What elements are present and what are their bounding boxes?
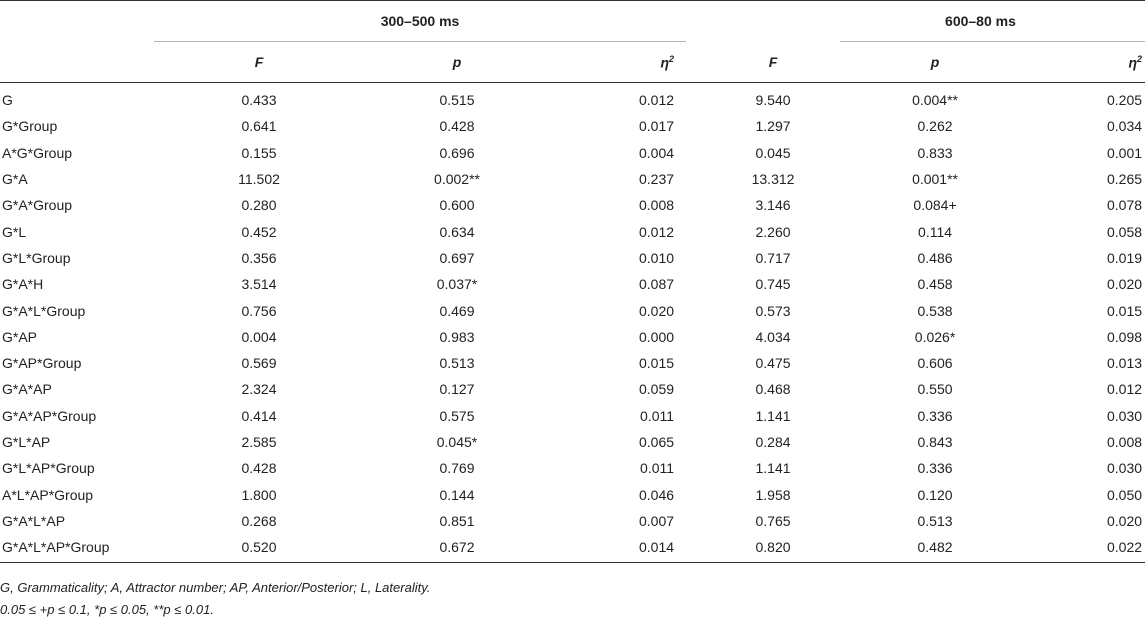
p-cell-600-80: 0.513 bbox=[917, 512, 953, 529]
table-row bbox=[0, 534, 1145, 563]
eta-cell-300-500: 0.065 bbox=[638, 434, 675, 450]
effect-cell: G*L*Group bbox=[2, 249, 71, 266]
eta-cell-300-500: 0.017 bbox=[638, 118, 675, 135]
p-cell-600-80: 0.001** bbox=[912, 171, 958, 188]
p-cell-600-80: 0.120 bbox=[917, 486, 953, 503]
p-cell-300-500: 0.037* bbox=[436, 276, 478, 293]
eta-cell-600-80: 0.098 bbox=[1106, 328, 1143, 345]
f-cell-600-80: 13.312 bbox=[751, 171, 795, 188]
p-cell-300-500: 0.428 bbox=[439, 118, 475, 135]
table-row bbox=[0, 166, 1145, 192]
effect-cell: G*A*AP*Group bbox=[2, 407, 97, 424]
table-row bbox=[0, 140, 1145, 166]
effect-cell: G*L*AP*Group bbox=[2, 460, 95, 477]
p-cell-300-500: 0.697 bbox=[439, 249, 475, 266]
eta-cell-300-500: 0.014 bbox=[638, 539, 675, 556]
column-header-row bbox=[0, 42, 1145, 83]
eta-cell-300-500: 0.046 bbox=[638, 486, 675, 503]
p-cell-300-500: 0.696 bbox=[439, 144, 475, 161]
eta-cell-600-80: 0.034 bbox=[1106, 118, 1143, 135]
p-cell-600-80: 0.336 bbox=[917, 407, 953, 424]
eta-cell-300-500: 0.012 bbox=[638, 92, 675, 109]
p-cell-600-80: 0.336 bbox=[917, 460, 953, 477]
effect-cell: G*A*L*AP*Group bbox=[2, 539, 110, 556]
eta-cell-600-80: 0.058 bbox=[1106, 223, 1143, 240]
eta-cell-300-500: 0.000 bbox=[638, 328, 675, 345]
f-cell-300-500: 0.268 bbox=[241, 512, 277, 529]
p-cell-600-80: 0.482 bbox=[917, 539, 953, 556]
effect-cell: G*AP*Group bbox=[2, 355, 82, 372]
f-cell-600-80: 1.297 bbox=[755, 118, 791, 135]
eta-cell-300-500: 0.004 bbox=[638, 144, 675, 161]
f-cell-600-80: 0.284 bbox=[755, 434, 791, 450]
column-header-p: p bbox=[930, 54, 940, 70]
p-cell-600-80: 0.606 bbox=[917, 355, 953, 372]
eta-cell-600-80: 0.013 bbox=[1106, 355, 1143, 372]
p-cell-300-500: 0.983 bbox=[439, 328, 475, 345]
p-cell-600-80: 0.262 bbox=[917, 118, 953, 135]
group-header-300-500: 300–500 ms bbox=[154, 1, 686, 42]
f-cell-300-500: 1.800 bbox=[241, 486, 277, 503]
eta-cell-600-80: 0.050 bbox=[1106, 486, 1143, 503]
p-cell-300-500: 0.769 bbox=[439, 460, 475, 477]
p-cell-600-80: 0.114 bbox=[918, 223, 953, 240]
effect-cell: G*L*AP bbox=[2, 434, 51, 450]
effect-cell: G*AP bbox=[2, 328, 38, 345]
eta-cell-600-80: 0.205 bbox=[1106, 92, 1143, 109]
f-cell-600-80: 3.146 bbox=[755, 197, 791, 214]
eta-cell-300-500: 0.015 bbox=[638, 355, 675, 372]
effect-header-cell bbox=[0, 42, 154, 83]
group-gap-cell bbox=[686, 1, 840, 42]
effect-cell: G*A*L*AP bbox=[2, 512, 66, 529]
p-cell-600-80: 0.833 bbox=[917, 144, 953, 161]
table-row bbox=[0, 324, 1145, 350]
eta-cell-600-80: 0.019 bbox=[1106, 249, 1143, 266]
f-cell-300-500: 0.520 bbox=[241, 539, 277, 556]
p-cell-300-500: 0.851 bbox=[439, 512, 475, 529]
f-cell-300-500: 0.004 bbox=[241, 328, 277, 345]
eta-cell-300-500: 0.020 bbox=[638, 302, 675, 319]
table-body bbox=[0, 83, 1145, 563]
table-row bbox=[0, 376, 1145, 402]
f-cell-300-500: 0.452 bbox=[241, 223, 277, 240]
p-cell-600-80: 0.004** bbox=[912, 92, 958, 109]
effect-cell: G*A bbox=[2, 171, 28, 188]
f-cell-600-80: 0.820 bbox=[755, 539, 791, 556]
f-cell-300-500: 2.324 bbox=[241, 381, 277, 398]
p-cell-300-500: 0.127 bbox=[439, 381, 475, 398]
column-header-f: F bbox=[768, 53, 778, 70]
abbreviations-note: G, Grammaticality; A, Attractor number; AP, Anterior/Posterior; L, Laterality. bbox=[0, 580, 431, 595]
eta-cell-600-80: 0.008 bbox=[1106, 434, 1143, 450]
table-row bbox=[0, 192, 1145, 218]
effect-cell: G*L bbox=[2, 223, 27, 240]
eta-cell-600-80: 0.020 bbox=[1106, 276, 1143, 293]
table-row bbox=[0, 83, 1145, 114]
p-cell-300-500: 0.002** bbox=[434, 171, 480, 188]
eta-cell-300-500: 0.059 bbox=[638, 381, 675, 398]
table-row bbox=[0, 508, 1145, 534]
eta-cell-300-500: 0.011 bbox=[640, 407, 675, 424]
eta-cell-600-80: 0.022 bbox=[1106, 539, 1143, 556]
table-row bbox=[0, 481, 1145, 507]
f-cell-600-80: 1.141 bbox=[755, 460, 791, 477]
eta-cell-600-80: 0.265 bbox=[1106, 171, 1143, 188]
f-cell-600-80: 0.765 bbox=[755, 512, 791, 529]
eta-cell-600-80: 0.030 bbox=[1106, 407, 1143, 424]
table-row bbox=[0, 429, 1145, 455]
f-cell-300-500: 0.280 bbox=[241, 197, 277, 214]
eta-cell-300-500: 0.087 bbox=[638, 276, 675, 293]
eta-cell-300-500: 0.237 bbox=[638, 171, 675, 188]
p-cell-600-80: 0.026* bbox=[914, 328, 956, 345]
p-cell-300-500: 0.634 bbox=[439, 223, 475, 240]
f-cell-600-80: 0.045 bbox=[755, 144, 791, 161]
f-cell-300-500: 0.428 bbox=[241, 460, 277, 477]
p-cell-300-500: 0.575 bbox=[439, 407, 475, 424]
effect-cell: G*Group bbox=[2, 118, 58, 135]
f-cell-600-80: 0.573 bbox=[755, 302, 791, 319]
effect-cell: G*A*Group bbox=[2, 197, 73, 214]
p-cell-300-500: 0.672 bbox=[439, 539, 475, 556]
p-cell-600-80: 0.843 bbox=[917, 434, 953, 450]
empty-header-cell bbox=[0, 1, 154, 42]
f-cell-600-80: 1.958 bbox=[755, 486, 791, 503]
table-row bbox=[0, 455, 1145, 481]
table-row bbox=[0, 350, 1145, 376]
p-cell-600-80: 0.538 bbox=[917, 302, 953, 319]
eta-cell-600-80: 0.012 bbox=[1106, 381, 1143, 398]
column-header-eta: $\eta^2$ bbox=[660, 53, 675, 71]
f-cell-600-80: 0.468 bbox=[755, 381, 791, 398]
effect-cell: A*G*Group bbox=[2, 144, 73, 161]
effect-cell: G*A*H bbox=[2, 276, 44, 293]
f-cell-600-80: 9.540 bbox=[755, 92, 791, 109]
table-row bbox=[0, 403, 1145, 429]
f-cell-600-80: 0.475 bbox=[755, 355, 791, 372]
column-header-p: p bbox=[452, 54, 462, 70]
f-cell-600-80: 1.141 bbox=[755, 407, 791, 424]
significance-note: 0.05 ≤ +p ≤ 0.1, *p ≤ 0.05, **p ≤ 0.01. bbox=[0, 602, 214, 617]
effect-cell: G*A*L*Group bbox=[2, 302, 86, 319]
p-cell-300-500: 0.513 bbox=[439, 355, 475, 372]
eta-cell-600-80: 0.030 bbox=[1106, 460, 1143, 477]
f-cell-300-500: 0.414 bbox=[241, 407, 277, 424]
p-cell-600-80: 0.486 bbox=[917, 249, 953, 266]
f-cell-600-80: 0.745 bbox=[755, 276, 791, 293]
eta-cell-300-500: 0.012 bbox=[638, 223, 675, 240]
group-header-600-80: 600–80 ms bbox=[840, 1, 1145, 42]
eta-cell-300-500: 0.008 bbox=[638, 197, 675, 214]
p-cell-300-500: 0.045* bbox=[436, 434, 478, 450]
f-cell-300-500: 0.433 bbox=[241, 92, 277, 109]
f-cell-300-500: 0.641 bbox=[241, 118, 277, 135]
table-notes bbox=[0, 577, 430, 621]
f-cell-300-500: 11.502 bbox=[238, 171, 280, 188]
table-row bbox=[0, 271, 1145, 297]
table-row bbox=[0, 297, 1145, 323]
group-header-row bbox=[0, 1, 1145, 42]
f-cell-300-500: 3.514 bbox=[241, 276, 277, 293]
eta-cell-600-80: 0.001 bbox=[1106, 144, 1143, 161]
f-cell-300-500: 0.356 bbox=[241, 249, 277, 266]
table-row bbox=[0, 113, 1145, 139]
table-row bbox=[0, 245, 1145, 271]
f-cell-300-500: 2.585 bbox=[241, 434, 277, 450]
eta-cell-600-80: 0.020 bbox=[1106, 512, 1143, 529]
p-cell-300-500: 0.600 bbox=[439, 197, 475, 214]
eta-cell-600-80: 0.078 bbox=[1106, 197, 1143, 214]
f-cell-300-500: 0.756 bbox=[241, 302, 277, 319]
eta-cell-300-500: 0.011 bbox=[640, 460, 675, 477]
p-cell-300-500: 0.515 bbox=[439, 92, 475, 109]
p-cell-600-80: 0.550 bbox=[917, 381, 953, 398]
f-cell-300-500: 0.155 bbox=[241, 144, 277, 161]
column-header-f: F bbox=[254, 54, 264, 70]
eta-cell-600-80: 0.015 bbox=[1106, 302, 1143, 319]
p-cell-300-500: 0.144 bbox=[439, 486, 475, 503]
eta-cell-300-500: 0.007 bbox=[638, 512, 675, 529]
p-cell-300-500: 0.469 bbox=[439, 302, 475, 319]
eta-cell-300-500: 0.010 bbox=[638, 249, 675, 266]
effect-cell: G bbox=[2, 92, 13, 109]
column-header-eta: $\eta^2$ bbox=[1128, 53, 1143, 71]
effect-cell: A*L*AP*Group bbox=[2, 486, 94, 503]
f-cell-300-500: 0.569 bbox=[241, 355, 277, 372]
table-row bbox=[0, 218, 1145, 244]
f-cell-600-80: 0.717 bbox=[755, 249, 791, 266]
p-cell-600-80: 0.458 bbox=[917, 276, 953, 293]
f-cell-600-80: 4.034 bbox=[755, 328, 791, 345]
effect-cell: G*A*AP bbox=[2, 381, 52, 398]
p-cell-600-80: 0.084+ bbox=[913, 197, 957, 214]
f-cell-600-80: 2.260 bbox=[755, 223, 791, 240]
